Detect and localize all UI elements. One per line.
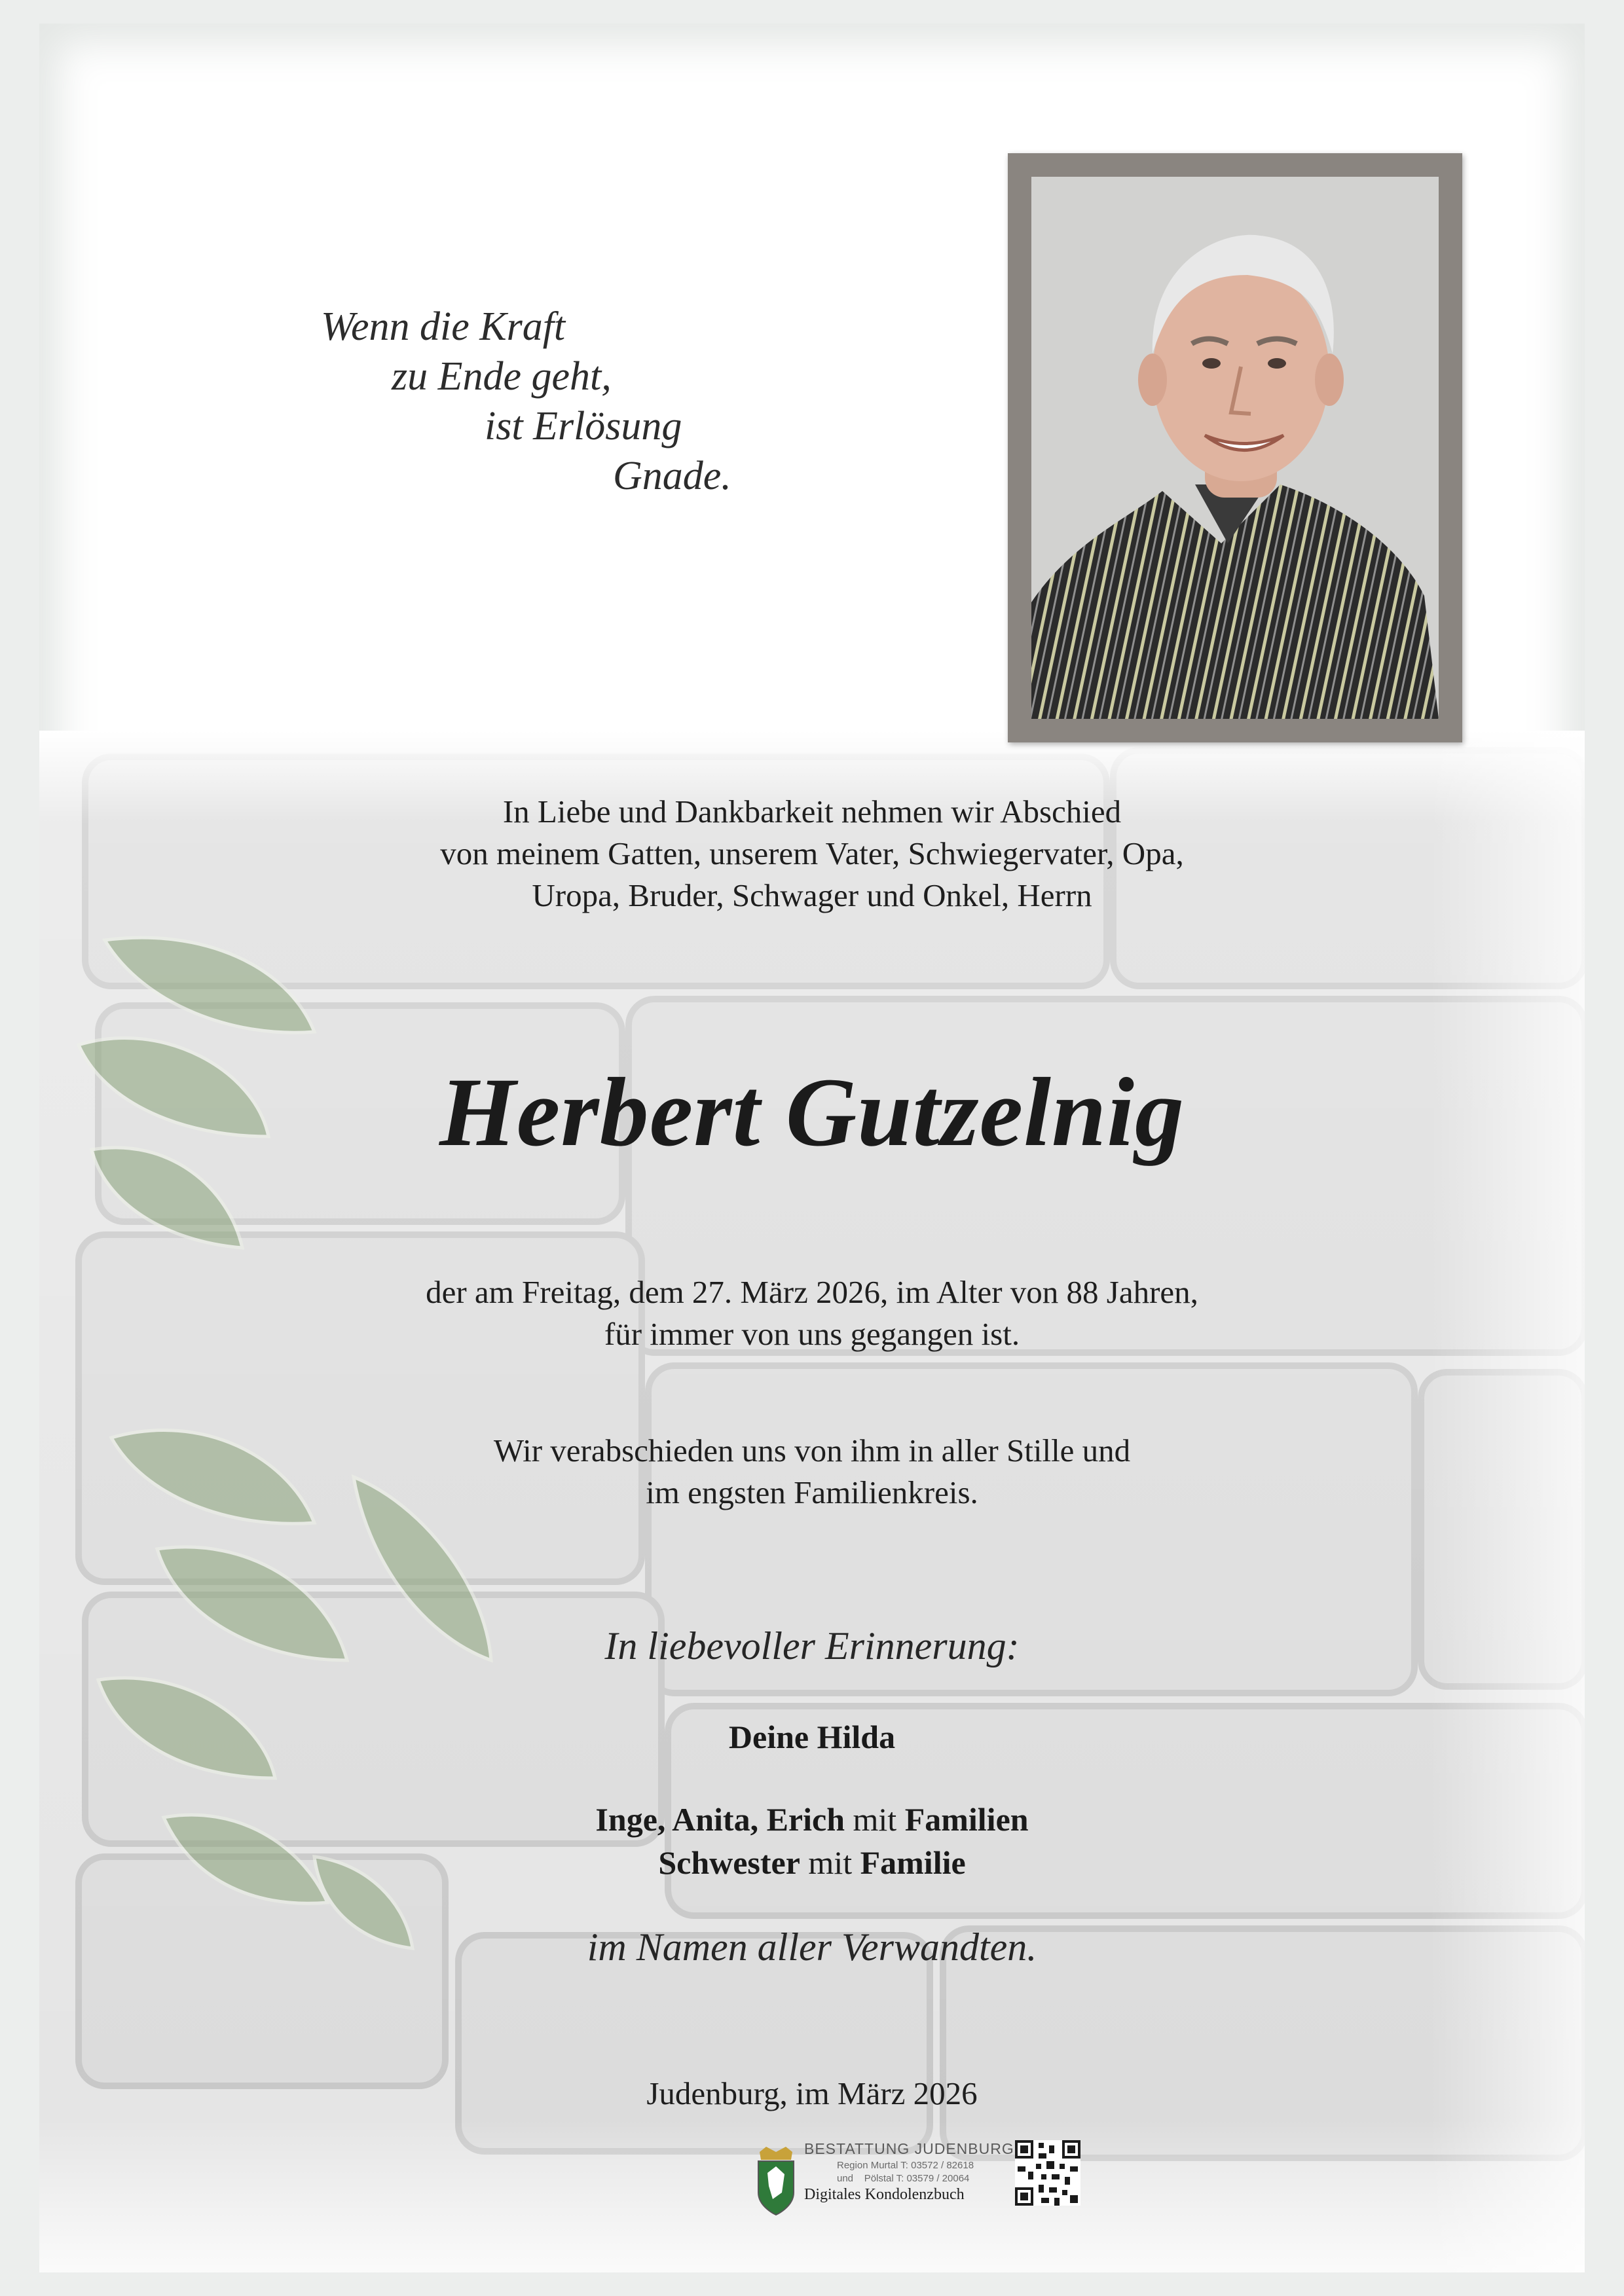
deceased-name: Herbert Gutzelnig	[439, 1058, 1185, 1167]
condolence-book-label: Digitales Kondolenzbuch	[804, 2186, 965, 2203]
place-date: Judenburg, im März 2026	[646, 2075, 978, 2111]
styria-crest-icon	[753, 2147, 799, 2219]
portrait-illustration	[1031, 177, 1439, 719]
intro-line-2: von meinem Gatten, unserem Vater, Schwiegervater, Opa,	[440, 835, 1184, 871]
death-line-2: für immer von uns gegangen ist.	[604, 1316, 1020, 1352]
poem-line-4: Gnade.	[613, 454, 731, 498]
portrait-frame	[1008, 153, 1462, 742]
mourner-children	[39, 1798, 1585, 1841]
company-name: BESTATTUNG JUDENBURG	[804, 2140, 1014, 2157]
farewell-line-2: im engsten Familienkreis.	[646, 1474, 978, 1510]
death-line-1: der am Freitag, dem 27. März 2026, im Alter von 88 Jahren,	[426, 1274, 1198, 1310]
sibling-family: Familie	[860, 1844, 966, 1881]
mourner-sibling	[39, 1841, 1585, 1884]
mourner-spouse	[39, 1715, 1585, 1758]
deceased-name-block	[39, 1058, 1585, 1167]
spouse-name: Deine Hilda	[728, 1719, 896, 1755]
sibling-connector: mit	[800, 1844, 860, 1881]
death-notice	[39, 1271, 1585, 1355]
memory-heading: In liebevoller Erinnerung:	[604, 1624, 1020, 1667]
poem-line-3: ist Erlösung	[485, 404, 682, 448]
qr-code-icon[interactable]	[1015, 2140, 1080, 2206]
company-pols-phone: und Pölstal T: 03579 / 20064	[837, 2173, 970, 2184]
farewell-notice	[39, 1430, 1585, 1514]
portrait-photo	[1031, 177, 1439, 719]
intro-line-1: In Liebe und Dankbarkeit nehmen wir Abschied	[502, 793, 1122, 829]
intro-line-3: Uropa, Bruder, Schwager und Onkel, Herrn	[532, 877, 1092, 913]
children-names: Inge, Anita, Erich	[595, 1801, 845, 1838]
sibling-name: Schwester	[658, 1844, 800, 1881]
poem-line-2: zu Ende geht,	[392, 354, 612, 399]
children-families: Familien	[904, 1801, 1029, 1838]
farewell-line-1: Wir verabschieden uns von ihm in aller Stille und	[493, 1432, 1131, 1468]
poem-line-1: Wenn die Kraft	[321, 304, 566, 349]
company-region-phone: Region Murtal T: 03572 / 82618	[837, 2160, 974, 2171]
obituary-sheet	[39, 24, 1585, 2272]
intro-text	[39, 791, 1585, 917]
children-connector: mit	[845, 1801, 905, 1838]
relatives-line: im Namen aller Verwandten.	[587, 1925, 1037, 1969]
